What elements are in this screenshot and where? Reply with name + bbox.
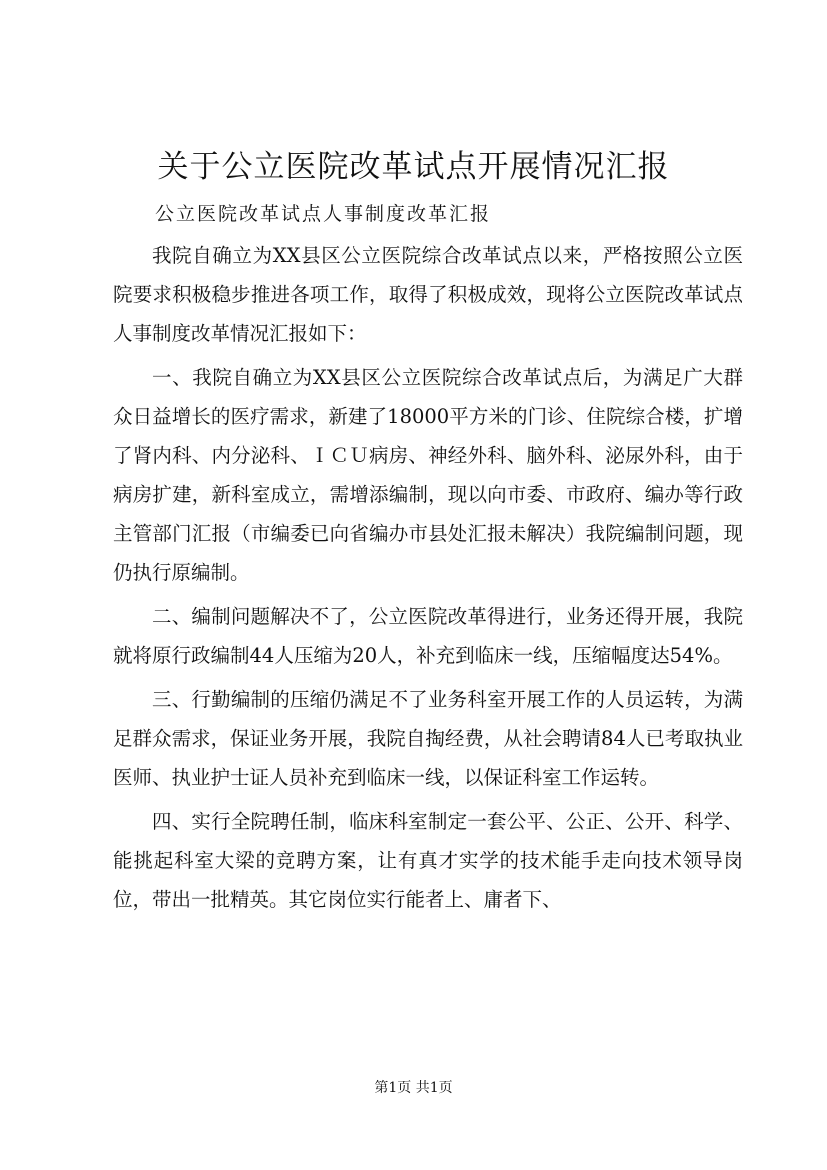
paragraph-3: 三、行勤编制的压缩仍满足不了业务科室开展工作的人员运转，为满足群众需求，保证业务开展，我院自掏经费，从社会聘请84人已考取执业医师、执业护士证人员补充到临床一线，以保证科室工作运转。	[113, 688, 743, 789]
page-footer: 第1页 共1页	[374, 1080, 453, 1096]
document-title: 关于公立医院改革试点开展情况汇报	[157, 149, 670, 185]
paragraph-4: 四、实行全院聘任制，临床科室制定一套公平、公正、公开、科学、能挑起科室大梁的竞聘方案，让有真才实学的技术能手走向技术领导岗位，带出一批精英。其它岗位实行能者上、庸者下、	[113, 810, 743, 911]
paragraph-1: 一、我院自确立为XX县区公立医院综合改革试点后，为满足广大群众日益增长的医疗需求，新建了18000平方米的门诊、住院综合楼，扩增了肾内科、内分泌科、ＩＣＵ病房、神经外科、脑外科、泌尿外科，由于病房扩建，新科室成立，需增添编制，现以向市委、市政府、编办等行政主管部门汇报（市编委已向省编办市县处汇报未解决）我院编制问题，现仍执行原编制。	[113, 366, 743, 584]
paragraph-2: 二、编制问题解决不了，公立医院改革得进行，业务还得开展，我院就将原行政编制44人压缩为20人，补充到临床一线，压缩幅度达54%。	[113, 605, 743, 667]
document-body	[113, 236, 743, 919]
paragraph-intro: 我院自确立为XX县区公立医院综合改革试点以来，严格按照公立医院要求积极稳步推进各项工作，取得了积极成效，现将公立医院改革试点人事制度改革情况汇报如下：	[113, 244, 743, 345]
document-subtitle: 公立医院改革试点人事制度改革汇报	[155, 203, 492, 225]
